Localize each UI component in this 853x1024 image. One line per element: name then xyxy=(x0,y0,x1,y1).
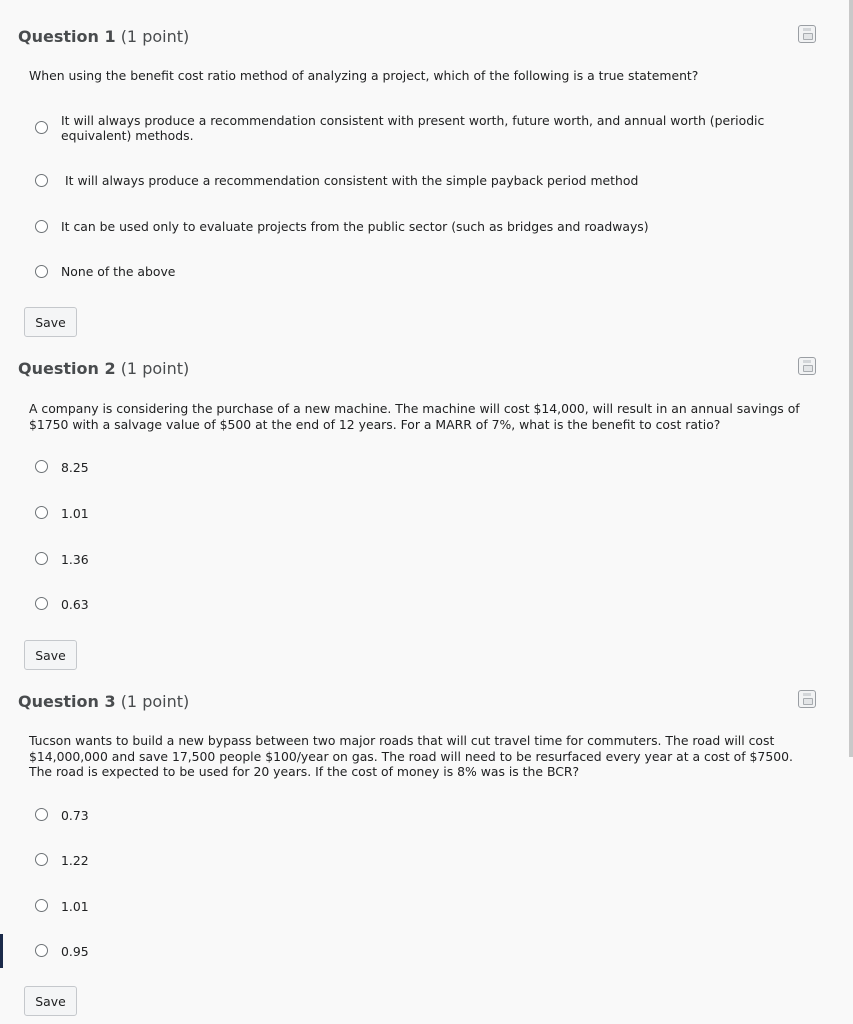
radio-button[interactable] xyxy=(35,506,48,519)
radio-button[interactable] xyxy=(35,265,48,278)
radio-button[interactable] xyxy=(35,899,48,912)
radio-button[interactable] xyxy=(35,597,48,610)
question-title xyxy=(18,27,189,46)
option-label: 1.22 xyxy=(61,853,89,868)
question-text: Tucson wants to build a new bypass between two major roads that will cut travel time for commuters. The road will cost $14,000,000 and save 17,500 people $100/year on gas. The road will need to be resurfaced every year at a cost of $7500. The road is expected to be used for 20 years. If the cost of money is 8% was is the BCR? xyxy=(29,733,793,779)
save-icon[interactable] xyxy=(798,690,816,708)
option-label: 8.25 xyxy=(61,460,89,475)
option-label: 1.01 xyxy=(61,899,89,914)
question-number: Question 2 xyxy=(18,359,116,378)
left-edge-accent xyxy=(0,934,3,968)
save-button[interactable]: Save xyxy=(24,307,77,337)
question-number: Question 3 xyxy=(18,692,116,711)
radio-button[interactable] xyxy=(35,944,48,957)
save-icon[interactable] xyxy=(798,357,816,375)
save-button[interactable]: Save xyxy=(24,986,77,1016)
page-scrollbar[interactable] xyxy=(849,0,853,757)
radio-button[interactable] xyxy=(35,220,48,233)
save-icon[interactable] xyxy=(798,25,816,43)
option-label: It will always produce a recommendation consistent with the simple payback period method xyxy=(65,173,639,188)
radio-button[interactable] xyxy=(35,460,48,473)
radio-button[interactable] xyxy=(35,552,48,565)
option-label: 0.63 xyxy=(61,597,89,612)
option-label: 1.01 xyxy=(61,506,89,521)
option-label: It will always produce a recommendation consistent with present worth, future worth, and annual worth (periodic equivalent) methods. xyxy=(61,113,765,143)
option-label: None of the above xyxy=(61,264,176,279)
question-text: When using the benefit cost ratio method of analyzing a project, which of the following is a true statement? xyxy=(29,68,699,83)
question-points: (1 point) xyxy=(120,27,190,46)
question-points: (1 point) xyxy=(120,359,190,378)
radio-button[interactable] xyxy=(35,808,48,821)
option-label: 1.36 xyxy=(61,552,89,567)
question-number: Question 1 xyxy=(18,27,116,46)
question-text: A company is considering the purchase of a new machine. The machine will cost $14,000, will result in an annual savings of $1750 with a salvage value of $500 at the end of 12 years. For a MARR of 7%, what is the benefit to cost ratio? xyxy=(29,401,800,432)
option-label: It can be used only to evaluate projects from the public sector (such as bridges and roadways) xyxy=(61,219,649,234)
option-label: 0.73 xyxy=(61,808,89,823)
question-title xyxy=(18,692,189,711)
radio-button[interactable] xyxy=(35,121,48,134)
radio-button[interactable] xyxy=(35,853,48,866)
question-points: (1 point) xyxy=(120,692,190,711)
option-label: 0.95 xyxy=(61,944,89,959)
question-title xyxy=(18,359,189,378)
radio-button[interactable] xyxy=(35,174,48,187)
save-button[interactable]: Save xyxy=(24,640,77,670)
